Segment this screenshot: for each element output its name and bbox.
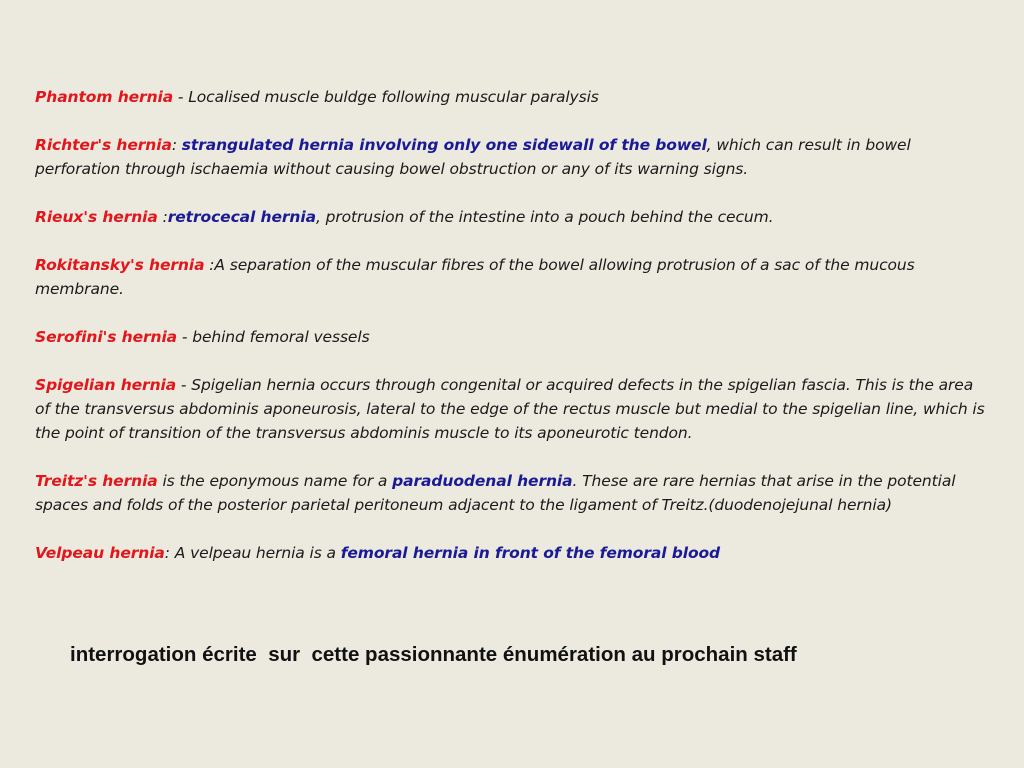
entry-highlight: femoral hernia in front of the femoral blood [340,544,721,562]
entry-text-before: is the eponymous name for a [157,472,393,490]
entry-velpeau-hernia [35,541,990,565]
entry-highlight: paraduodenal hernia [392,472,573,490]
entry-term: Richter's hernia [35,136,172,154]
entry-term: Phantom hernia [35,88,174,106]
entry-separator: : [171,136,182,154]
entry-term: Rieux's hernia [35,208,158,226]
entry-text-before: : A velpeau hernia is a [164,544,341,562]
entry-text: . These are rare hernias that arise in the potential spaces and folds of the posterior parietal peritoneum adjacent to the ligament of Treitz.(duodenojejunal hernia) [35,472,956,514]
entry-serofinis-hernia [35,325,990,349]
entry-separator: : [204,256,215,274]
entry-text: , which can result in bowel perforation through ischaemia without causing bowel obstruction or any of its warning signs. [35,136,911,178]
entry-text: A separation of the muscular fibres of the bowel allowing protrusion of a sac of the mucous membrane. [35,256,915,298]
entry-phantom-hernia [35,85,990,109]
entry-highlight: retrocecal hernia [167,208,316,226]
entry-separator: : [157,208,168,226]
entry-text: , protrusion of the intestine into a pouch behind the cecum. [315,208,774,226]
entry-term: Velpeau hernia [35,544,165,562]
entry-term: Spigelian hernia [35,376,177,394]
entry-term: Serofini's hernia [35,328,178,346]
entry-rieuxs-hernia [35,205,990,229]
entry-highlight: strangulated hernia involving only one sidewall of the bowel [181,136,707,154]
entry-treitzs-hernia [35,469,990,517]
entry-separator: - [177,328,193,346]
entry-rokitanskys-hernia [35,253,990,301]
entry-text: Localised muscle buldge following muscular paralysis [188,88,599,106]
entry-spigelian-hernia [35,373,990,445]
entry-term: Rokitansky's hernia [35,256,205,274]
footer-note: interrogation écrite sur cette passionnante énumération au prochain staff [70,643,797,666]
hernia-list [35,85,990,589]
entry-text: behind femoral vessels [192,328,370,346]
entry-separator: - [176,376,192,394]
entry-richters-hernia [35,133,990,181]
entry-term: Treitz's hernia [35,472,158,490]
entry-text: Spigelian hernia occurs through congenital or acquired defects in the spigelian fascia. This is the area of the transversus abdominis aponeurosis, lateral to the edge of the rectus muscle but medial to the spigelian line, which is the point of transition of the transversus abdominis muscle to its aponeurotic tendon. [35,376,985,442]
entry-separator: - [173,88,189,106]
